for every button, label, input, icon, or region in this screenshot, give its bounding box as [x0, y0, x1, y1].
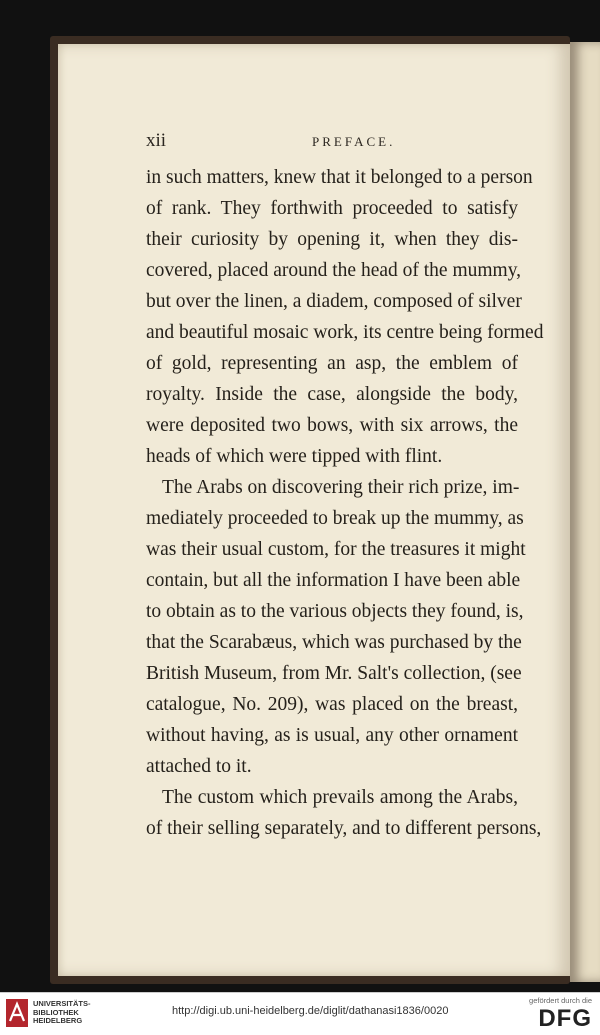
text-line: of their selling separately, and to different persons, — [146, 818, 542, 839]
text-line: royalty. Inside the case, alongside the body, — [146, 384, 518, 405]
dfg-logo-icon: DFG — [538, 1005, 592, 1032]
permalink-url[interactable]: http://digi.ub.uni-heidelberg.de/diglit/dathanasi1836/0020 — [172, 1005, 449, 1017]
body-text — [146, 162, 544, 844]
text-line: mediately proceeded to break up the mummy, as — [146, 508, 524, 529]
text-line: was their usual custom, for the treasures it might — [146, 539, 526, 560]
text-line: in such matters, knew that it belonged to a person — [146, 167, 533, 188]
text-line: and beautiful mosaic work, its centre being formed — [146, 322, 544, 343]
university-library-logo-icon — [6, 999, 28, 1027]
library-name-line: HEIDELBERG — [33, 1016, 83, 1025]
library-name-line: BIBLIOTHEK — [33, 1007, 79, 1017]
running-head: PREFACE. — [312, 134, 396, 149]
text-line: heads of which were tipped with flint. — [146, 446, 443, 467]
text-line: that the Scarabæus, which was purchased by the — [146, 632, 522, 653]
page-header — [146, 130, 518, 152]
text-line: British Museum, from Mr. Salt's collection, (see — [146, 663, 522, 684]
text-line: covered, placed around the head of the mummy, — [146, 260, 522, 281]
page-number: xii — [146, 130, 167, 151]
text-line: attached to it. — [146, 756, 252, 777]
facing-page-edge — [570, 42, 600, 982]
text-line: their curiosity by opening it, when they dis- — [146, 229, 518, 250]
text-line: but over the linen, a diadem, composed of silver — [146, 291, 522, 312]
text-line: of gold, representing an asp, the emblem of — [146, 353, 518, 374]
text-line: The Arabs on discovering their rich prize, im- — [162, 477, 520, 498]
text-line: were deposited two bows, with six arrows, the — [146, 415, 518, 436]
text-line: to obtain as to the various objects they found, is, — [146, 601, 524, 622]
text-line: without having, as is usual, any other ornament — [146, 725, 518, 746]
viewer-footer — [0, 992, 600, 1035]
library-name-line: UNIVERSITÄTS- — [33, 999, 91, 1008]
text-line: contain, but all the information I have been able — [146, 570, 521, 591]
text-line: of rank. They forthwith proceeded to satisfy — [146, 198, 518, 219]
text-line: catalogue, No. 209), was placed on the breast, — [146, 694, 518, 715]
funding-note: gefördert durch die — [529, 996, 592, 1005]
text-line: The custom which prevails among the Arabs, — [162, 787, 518, 808]
library-name — [33, 1000, 91, 1026]
